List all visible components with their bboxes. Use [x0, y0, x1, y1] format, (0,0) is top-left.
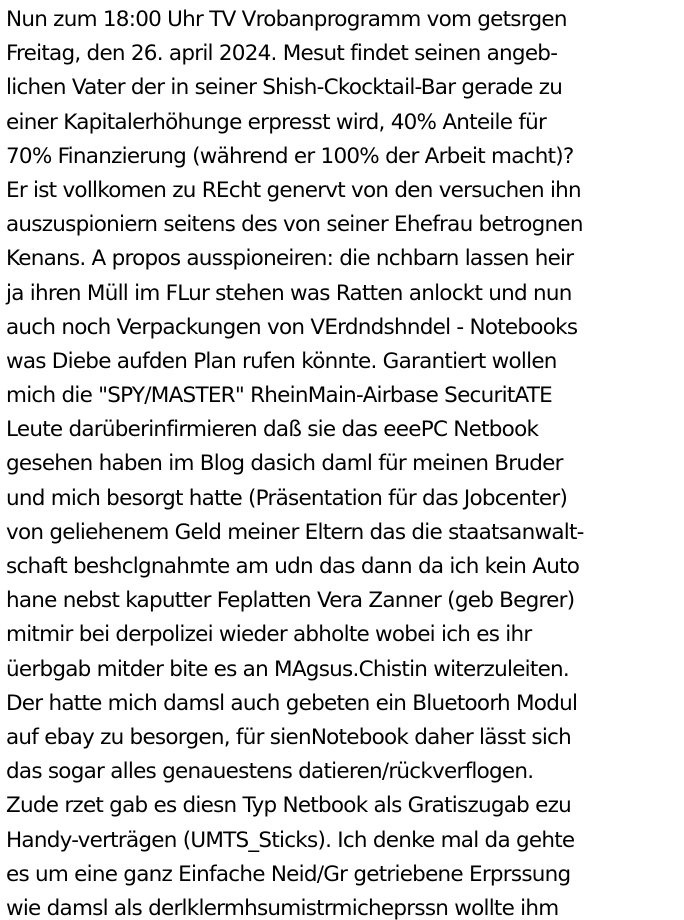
text-line-19: mitmir bei derpolizei wieder abholte wobei ich es ihr — [6, 622, 532, 648]
text-line-3: lichen Vater der in seiner Shish-Ckocktail-Bar gerade zu — [6, 75, 563, 101]
text-line-17: schaft beshclgnahmte am udn das dann da ich kein Auto — [6, 554, 580, 579]
text-line-2: Freitag, den 26. april 2024. Mesut findet seinen angeb- — [6, 41, 558, 67]
text-line-4: einer Kapitalerhöhunge erpresst wird, 40% Anteile für — [6, 109, 547, 135]
text-line-11: was Diebe aufden Plan rufen könnte. Garantiert wollen — [6, 348, 557, 374]
text-line-24: Zude rzet gab es diesn Typ Netbook als Gratiszugab ezu — [6, 793, 572, 819]
text-line-21: Der hatte mich damsl auch gebeten ein Bluetoorh Modul — [6, 690, 578, 716]
text-line-5: 70% Finanzierung (während er 100% der Arbeit macht)? — [6, 143, 574, 169]
body-text — [6, 3, 584, 920]
text-line-27: wie damsl als derlklermhsumistrmichepr​ssn wollte ihm — [6, 895, 559, 920]
text-line-20: üerbgab mitder bite es an MAgsus.Chistin witerzuleiten. — [6, 656, 570, 682]
text-line-26: es um eine ganz Einfache Neid/Gr getriebene Erprssung — [6, 861, 571, 887]
text-line-18: hane nebst kaputter Feplatten Vera Zanner (geb Begrer) — [6, 588, 575, 614]
text-line-9: ja ihren Müll im FLur stehen was Ratten anlockt und nun — [6, 280, 572, 306]
text-line-16: von geliehenem Geld meiner Eltern das die staatsanwalt- — [6, 519, 584, 545]
text-line-8: Kenans. A propos ausspioneiren: die nchbarn lassen heir — [6, 246, 574, 272]
text-line-23: das sogar alles genauestens datieren/rückverflogen. — [6, 759, 534, 785]
text-line-6: Er ist vollkomen zu REcht genervt von den versuchen ihn — [6, 177, 581, 203]
text-line-22: auf ebay zu besorgen, für sienNotebook daher lässt sich — [6, 724, 571, 750]
text-line-12: mich die "SPY/MASTER" RheinMain-Airbase SecuritATE — [6, 383, 553, 409]
text-line-10: auch noch Verpackungen von VErdndshndel - Notebooks — [6, 314, 578, 340]
text-line-7: auszuspioniern seitens des von seiner Ehefrau betrognen — [6, 212, 583, 238]
text-line-13: Leute darüberinfirmieren daß sie das eeePC Netbook — [6, 417, 539, 443]
text-line-15: und mich besorgt hatte (Präsentation für das Jobcenter) — [6, 485, 568, 511]
text-line-14: gesehen haben im Blog dasich daml für meinen Bruder — [6, 451, 563, 477]
text-line-1: Nun zum 18:00 Uhr TV Vrobanprogramm vom getsrgen — [6, 7, 567, 32]
text-line-25: Handy-verträgen (UMTS_Sticks). Ich denke mal da gehte — [6, 827, 575, 853]
